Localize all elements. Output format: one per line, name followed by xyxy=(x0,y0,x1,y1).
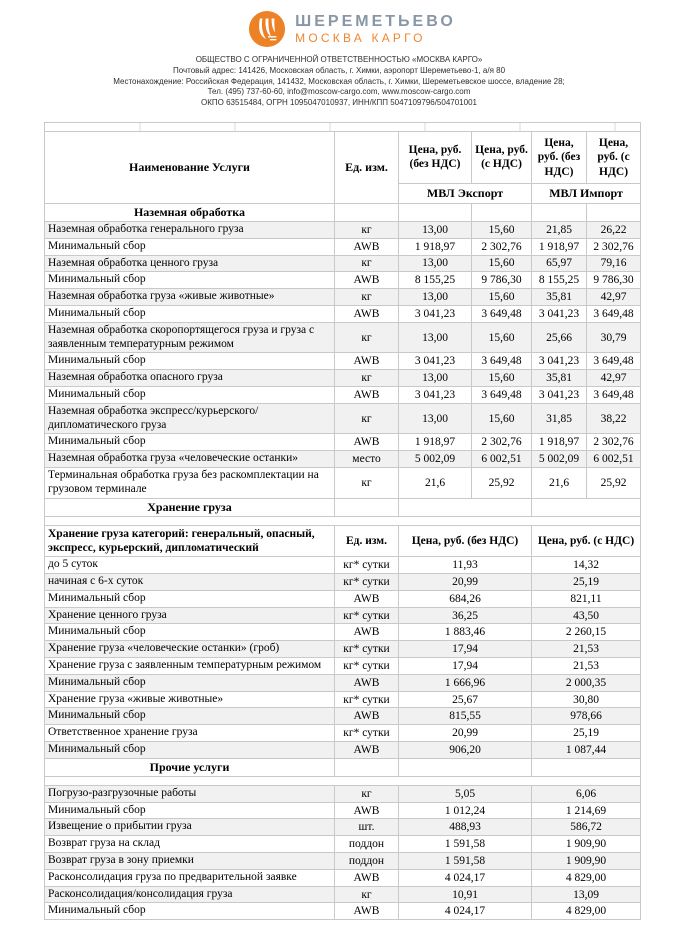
price-cell: 15,60 xyxy=(472,370,532,387)
price-cell: 3 649,48 xyxy=(587,386,641,403)
spacer-cell xyxy=(45,516,641,525)
sheremetyevo-logo-icon xyxy=(248,10,286,48)
table-row xyxy=(45,221,641,238)
unit-cell: шт. xyxy=(335,819,399,836)
service-cell: Минимальный сбор xyxy=(45,238,335,255)
price-cell: 25,19 xyxy=(532,725,641,742)
price-cell: 21,6 xyxy=(399,467,472,498)
registration-line: ОКПО 63515484, ОГРН 1095047010937, ИНН/КПП 5047109796/504701001 xyxy=(201,98,477,108)
table-row xyxy=(45,272,641,289)
column-header-price-3: Цена, руб. (без НДС) xyxy=(532,131,587,183)
price-cell: 1 883,46 xyxy=(399,624,532,641)
service-cell: Наземная обработка груза «живые животные» xyxy=(45,289,335,306)
table-row xyxy=(45,403,641,434)
unit-cell: поддон xyxy=(335,836,399,853)
table-row xyxy=(45,853,641,870)
empty-cell xyxy=(335,758,399,776)
subheader-price-1: Цена, руб. (без НДС) xyxy=(399,525,532,557)
table-row xyxy=(45,451,641,468)
price-cell: 8 155,25 xyxy=(532,272,587,289)
unit-cell: AWB xyxy=(335,903,399,920)
price-cell: 821,11 xyxy=(532,590,641,607)
price-cell: 1 087,44 xyxy=(532,742,641,759)
header-row xyxy=(45,131,641,183)
unit-cell: кг* сутки xyxy=(335,641,399,658)
price-cell: 3 041,23 xyxy=(532,305,587,322)
service-cell: Хранение ценного груза xyxy=(45,607,335,624)
unit-cell: кг* сутки xyxy=(335,725,399,742)
column-header-price-4: Цена, руб. (с НДС) xyxy=(587,131,641,183)
unit-cell: поддон xyxy=(335,853,399,870)
table-row xyxy=(45,674,641,691)
price-cell: 25,19 xyxy=(532,574,641,591)
price-cell: 21,6 xyxy=(532,467,587,498)
section-3 xyxy=(45,758,641,919)
price-cell: 3 041,23 xyxy=(399,386,472,403)
service-cell: Хранение груза «человеческие останки» (гроб) xyxy=(45,641,335,658)
price-cell: 2 000,35 xyxy=(532,674,641,691)
unit-cell: кг xyxy=(335,785,399,802)
empty-cell xyxy=(532,498,641,516)
price-cell: 3 041,23 xyxy=(399,305,472,322)
price-cell: 6 002,51 xyxy=(472,451,532,468)
price-cell: 25,92 xyxy=(472,467,532,498)
grid-artifact-cell xyxy=(45,122,641,131)
price-cell: 15,60 xyxy=(472,255,532,272)
price-cell: 17,94 xyxy=(399,658,532,675)
price-cell: 10,91 xyxy=(399,886,532,903)
price-cell: 11,93 xyxy=(399,557,532,574)
location-line: Местонахождение: Российская Федерация, 141432, Московская область, г. Химки, Шереметьевское шоссе, владение 28; xyxy=(113,76,565,86)
unit-cell: кг* сутки xyxy=(335,607,399,624)
price-cell: 5,05 xyxy=(399,785,532,802)
unit-cell: кг* сутки xyxy=(335,691,399,708)
price-cell: 1 909,90 xyxy=(532,836,641,853)
price-cell: 36,25 xyxy=(399,607,532,624)
price-cell: 4 024,17 xyxy=(399,869,532,886)
price-cell: 14,32 xyxy=(532,557,641,574)
section-title: Прочие услуги xyxy=(45,758,335,776)
price-cell: 5 002,09 xyxy=(532,451,587,468)
table-row xyxy=(45,434,641,451)
price-cell: 15,60 xyxy=(472,322,532,353)
service-cell: начиная с 6-х суток xyxy=(45,574,335,591)
service-cell: Возврат груза в зону приемки xyxy=(45,853,335,870)
grid-artifact-row xyxy=(45,122,641,131)
price-cell: 3 041,23 xyxy=(532,353,587,370)
unit-cell: кг* сутки xyxy=(335,574,399,591)
empty-cell xyxy=(399,498,532,516)
unit-cell: кг xyxy=(335,886,399,903)
price-cell: 2 302,76 xyxy=(587,434,641,451)
service-cell: Наземная обработка экспресс/курьерского/ дипломатического груза xyxy=(45,403,335,434)
postal-address-line: Почтовый адрес: 141426, Московская область, г. Химки, аэропорт Шереметьево-1, а/я 80 xyxy=(172,65,506,75)
column-header-price-2: Цена, руб. (с НДС) xyxy=(472,131,532,183)
unit-cell: AWB xyxy=(335,590,399,607)
price-cell: 26,22 xyxy=(587,221,641,238)
service-cell: Минимальный сбор xyxy=(45,674,335,691)
price-table xyxy=(44,122,641,920)
price-cell: 1 918,97 xyxy=(399,238,472,255)
price-cell: 1 918,97 xyxy=(399,434,472,451)
price-cell: 488,93 xyxy=(399,819,532,836)
logo-subtitle: МОСКВА КАРГО xyxy=(295,31,426,46)
table-row xyxy=(45,641,641,658)
unit-cell: AWB xyxy=(335,272,399,289)
unit-cell: AWB xyxy=(335,305,399,322)
price-cell: 31,85 xyxy=(532,403,587,434)
unit-cell: AWB xyxy=(335,802,399,819)
price-cell: 21,85 xyxy=(532,221,587,238)
table-row xyxy=(45,353,641,370)
unit-cell: кг xyxy=(335,255,399,272)
section-1 xyxy=(45,203,641,498)
table-row xyxy=(45,742,641,759)
price-cell: 815,55 xyxy=(399,708,532,725)
price-cell: 30,80 xyxy=(532,691,641,708)
price-cell: 1 591,58 xyxy=(399,853,532,870)
price-cell: 2 302,76 xyxy=(472,434,532,451)
price-cell: 8 155,25 xyxy=(399,272,472,289)
price-cell: 906,20 xyxy=(399,742,532,759)
company-name-line: ОБЩЕСТВО С ОГРАНИЧЕННОЙ ОТВЕТСТВЕННОСТЬЮ «МОСКВА КАРГО» xyxy=(195,55,483,64)
price-cell: 684,26 xyxy=(399,590,532,607)
price-cell: 9 786,30 xyxy=(587,272,641,289)
price-cell: 1 591,58 xyxy=(399,836,532,853)
unit-cell: кг xyxy=(335,370,399,387)
table-row xyxy=(45,708,641,725)
table-row xyxy=(45,624,641,641)
price-cell: 20,99 xyxy=(399,574,532,591)
empty-cell xyxy=(335,203,399,221)
service-cell: Возврат груза на склад xyxy=(45,836,335,853)
price-cell: 25,66 xyxy=(532,322,587,353)
price-cell: 42,97 xyxy=(587,289,641,306)
price-cell: 13,00 xyxy=(399,403,472,434)
section-title: Наземная обработка xyxy=(45,203,335,221)
phone-web-line: Тел. (495) 737-60-60, info@moscow-cargo.com, www.moscow-cargo.com xyxy=(207,87,471,97)
price-cell: 13,00 xyxy=(399,370,472,387)
price-cell: 1 918,97 xyxy=(532,434,587,451)
service-cell: Минимальный сбор xyxy=(45,272,335,289)
price-cell: 13,00 xyxy=(399,289,472,306)
price-cell: 13,00 xyxy=(399,255,472,272)
table-row xyxy=(45,691,641,708)
service-cell: Погрузо-разгрузочные работы xyxy=(45,785,335,802)
table-row xyxy=(45,725,641,742)
table-row xyxy=(45,607,641,624)
column-header-group-1: МВЛ Экспорт xyxy=(399,183,532,203)
service-cell: Наземная обработка ценного груза xyxy=(45,255,335,272)
unit-cell: кг xyxy=(335,467,399,498)
section-header-row xyxy=(45,758,641,776)
unit-cell: место xyxy=(335,451,399,468)
price-cell: 30,79 xyxy=(587,322,641,353)
price-cell: 1 666,96 xyxy=(399,674,532,691)
price-cell: 15,60 xyxy=(472,221,532,238)
unit-cell: кг xyxy=(335,322,399,353)
service-cell: Минимальный сбор xyxy=(45,903,335,920)
price-cell: 17,94 xyxy=(399,641,532,658)
price-cell: 35,81 xyxy=(532,370,587,387)
price-cell: 6 002,51 xyxy=(587,451,641,468)
service-cell: Хранение груза с заявленным температурным режимом xyxy=(45,658,335,675)
table-row xyxy=(45,238,641,255)
section-2 xyxy=(45,498,641,758)
price-cell: 3 649,48 xyxy=(472,353,532,370)
table-row xyxy=(45,255,641,272)
table-row xyxy=(45,370,641,387)
service-cell: Минимальный сбор xyxy=(45,434,335,451)
price-cell: 2 260,15 xyxy=(532,624,641,641)
table-row xyxy=(45,557,641,574)
unit-cell: AWB xyxy=(335,353,399,370)
table-row xyxy=(45,386,641,403)
table-row xyxy=(45,574,641,591)
service-cell: Расконсолидация груза по предварительной заявке xyxy=(45,869,335,886)
service-cell: до 5 суток xyxy=(45,557,335,574)
price-cell: 1 918,97 xyxy=(532,238,587,255)
price-cell: 2 302,76 xyxy=(472,238,532,255)
service-cell: Наземная обработка скоропортящегося груза и груза с заявленным температурным режимом xyxy=(45,322,335,353)
empty-cell xyxy=(532,758,641,776)
price-cell: 21,53 xyxy=(532,658,641,675)
subheader-service: Хранение груза категорий: генеральный, опасный, экспресс, курьерский, дипломатический xyxy=(45,525,335,557)
price-cell: 9 786,30 xyxy=(472,272,532,289)
service-cell: Минимальный сбор xyxy=(45,305,335,322)
price-cell: 586,72 xyxy=(532,819,641,836)
unit-cell: AWB xyxy=(335,674,399,691)
table-row xyxy=(45,467,641,498)
service-cell: Минимальный сбор xyxy=(45,708,335,725)
table-row xyxy=(45,886,641,903)
price-cell: 42,97 xyxy=(587,370,641,387)
spacer-row xyxy=(45,776,641,785)
price-cell: 4 829,00 xyxy=(532,903,641,920)
service-cell: Наземная обработка опасного груза xyxy=(45,370,335,387)
price-cell: 4 829,00 xyxy=(532,869,641,886)
empty-cell xyxy=(399,758,532,776)
table-row xyxy=(45,802,641,819)
price-cell: 1 909,90 xyxy=(532,853,641,870)
table-row xyxy=(45,305,641,322)
unit-cell: AWB xyxy=(335,238,399,255)
column-header-price-1: Цена, руб. (без НДС) xyxy=(399,131,472,183)
service-cell: Ответственное хранение груза xyxy=(45,725,335,742)
price-cell: 3 041,23 xyxy=(532,386,587,403)
price-cell: 5 002,09 xyxy=(399,451,472,468)
price-cell: 38,22 xyxy=(587,403,641,434)
unit-cell: AWB xyxy=(335,708,399,725)
service-cell: Наземная обработка генерального груза xyxy=(45,221,335,238)
spacer-row xyxy=(45,516,641,525)
price-cell: 25,67 xyxy=(399,691,532,708)
price-cell: 15,60 xyxy=(472,403,532,434)
table-row xyxy=(45,590,641,607)
storage-subheader-row xyxy=(45,525,641,557)
service-cell: Минимальный сбор xyxy=(45,624,335,641)
logo-text xyxy=(295,13,456,46)
service-cell: Минимальный сбор xyxy=(45,353,335,370)
price-cell: 21,53 xyxy=(532,641,641,658)
price-cell: 13,00 xyxy=(399,322,472,353)
table-row xyxy=(45,819,641,836)
spacer-cell xyxy=(45,776,641,785)
unit-cell: AWB xyxy=(335,624,399,641)
table-row xyxy=(45,658,641,675)
subheader-price-2: Цена, руб. (с НДС) xyxy=(532,525,641,557)
column-header-group-2: МВЛ Импорт xyxy=(532,183,641,203)
unit-cell: кг* сутки xyxy=(335,658,399,675)
unit-cell: AWB xyxy=(335,386,399,403)
price-cell: 1 012,24 xyxy=(399,802,532,819)
section-header-row xyxy=(45,203,641,221)
section-title: Хранение груза xyxy=(45,498,335,516)
price-cell: 3 649,48 xyxy=(472,305,532,322)
price-cell: 15,60 xyxy=(472,289,532,306)
table-row xyxy=(45,903,641,920)
subheader-unit: Ед. изм. xyxy=(335,525,399,557)
price-cell: 79,16 xyxy=(587,255,641,272)
price-cell: 65,97 xyxy=(532,255,587,272)
empty-cell xyxy=(532,203,587,221)
price-cell: 6,06 xyxy=(532,785,641,802)
price-cell: 3 649,48 xyxy=(587,305,641,322)
price-cell: 3 649,48 xyxy=(587,353,641,370)
service-cell: Терминальная обработка груза без раскомплектации на грузовом терминале xyxy=(45,467,335,498)
price-cell: 978,66 xyxy=(532,708,641,725)
column-header-service: Наименование Услуги xyxy=(45,131,335,203)
service-cell: Извещение о прибытии груза xyxy=(45,819,335,836)
price-cell: 13,09 xyxy=(532,886,641,903)
table-row xyxy=(45,322,641,353)
table-row xyxy=(45,836,641,853)
price-cell: 43,50 xyxy=(532,607,641,624)
service-cell: Минимальный сбор xyxy=(45,590,335,607)
table-row xyxy=(45,785,641,802)
unit-cell: кг* сутки xyxy=(335,557,399,574)
price-cell: 13,00 xyxy=(399,221,472,238)
unit-cell: AWB xyxy=(335,434,399,451)
price-cell: 25,92 xyxy=(587,467,641,498)
price-cell: 3 041,23 xyxy=(399,353,472,370)
service-cell: Минимальный сбор xyxy=(45,386,335,403)
empty-cell xyxy=(399,203,472,221)
empty-cell xyxy=(472,203,532,221)
service-cell: Расконсолидация/консолидация груза xyxy=(45,886,335,903)
price-cell: 3 649,48 xyxy=(472,386,532,403)
price-cell: 35,81 xyxy=(532,289,587,306)
empty-cell xyxy=(335,498,399,516)
service-cell: Минимальный сбор xyxy=(45,802,335,819)
price-cell: 1 214,69 xyxy=(532,802,641,819)
column-header-unit: Ед. изм. xyxy=(335,131,399,203)
service-cell: Минимальный сбор xyxy=(45,742,335,759)
company-logo xyxy=(26,0,678,48)
price-cell: 2 302,76 xyxy=(587,238,641,255)
company-info xyxy=(0,55,678,109)
unit-cell: AWB xyxy=(335,742,399,759)
empty-cell xyxy=(587,203,641,221)
unit-cell: кг xyxy=(335,289,399,306)
table-row xyxy=(45,869,641,886)
section-header-row xyxy=(45,498,641,516)
service-cell: Наземная обработка груза «человеческие останки» xyxy=(45,451,335,468)
table-row xyxy=(45,289,641,306)
logo-title: ШЕРЕМЕТЬЕВО xyxy=(295,12,456,30)
unit-cell: кг xyxy=(335,221,399,238)
service-cell: Хранение груза «живые животные» xyxy=(45,691,335,708)
price-cell: 20,99 xyxy=(399,725,532,742)
unit-cell: AWB xyxy=(335,869,399,886)
price-cell: 4 024,17 xyxy=(399,903,532,920)
unit-cell: кг xyxy=(335,403,399,434)
